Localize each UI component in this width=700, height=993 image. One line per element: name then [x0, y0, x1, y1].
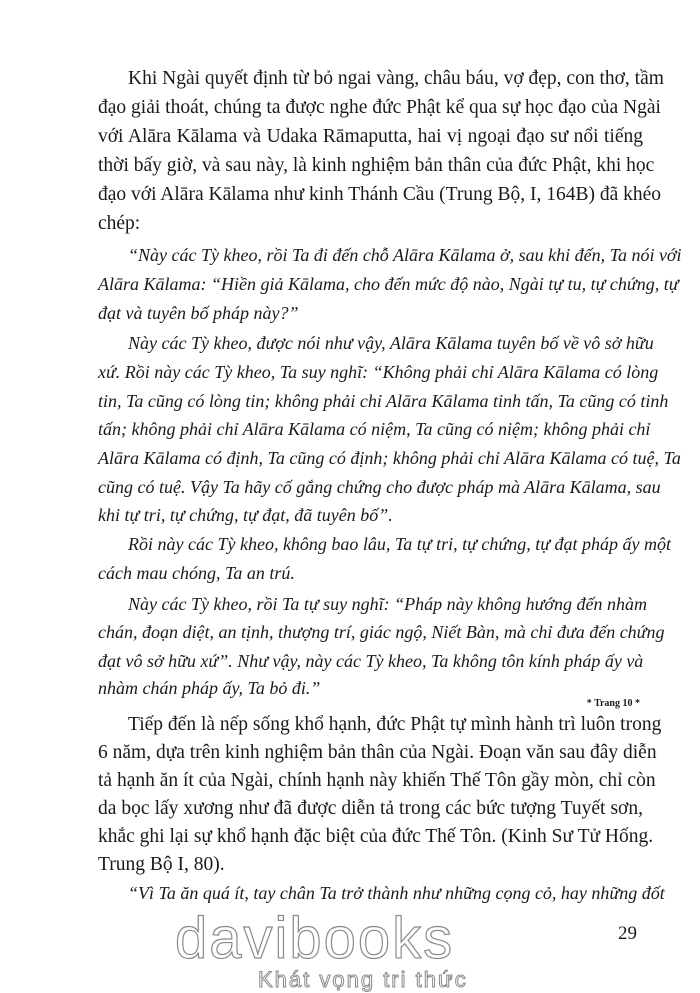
paragraph-line: chép:	[98, 213, 141, 234]
paragraph-first-line: “Vì Ta ăn quá ít, tay chân Ta trở thành như những cọng cỏ, hay những đốt	[128, 883, 665, 903]
paragraph-first-line: “Này các Tỳ kheo, rồi Ta đi đến chỗ Alāra Kālama ở, sau khi đến, Ta nói với	[128, 245, 682, 265]
paragraph-line: tấn; không phải chỉ Alāra Kālama có niệm, Ta cũng có niệm; không phải chỉ	[98, 419, 651, 439]
paragraph-first-line: Rồi này các Tỳ kheo, không bao lâu, Ta tự tri, tự chứng, tự đạt pháp ấy một	[128, 534, 672, 554]
paragraph-line: đạo với Alāra Kālama như kinh Thánh Cầu (Trung Bộ, I, 164B) đã khéo	[98, 184, 662, 205]
paragraph-line: Alāra Kālama có định, Ta cũng có định; không phải chỉ Alāra Kālama có tuệ, Ta	[98, 448, 681, 468]
paragraph-first-line: Khi Ngài quyết định từ bỏ ngai vàng, châu báu, vợ đẹp, con thơ, tầm	[128, 68, 664, 89]
paragraph-line: Trung Bộ I, 80).	[98, 854, 225, 875]
paragraph-line: 6 năm, dựa trên kinh nghiệm bản thân của Ngài. Đoạn văn sau đây diễn	[98, 742, 657, 763]
paragraph-first-line: Này các Tỳ kheo, được nói như vậy, Alāra Kālama tuyên bố về vô sở hữu	[128, 333, 654, 353]
paragraph-line: chán, đoạn diệt, an tịnh, thượng trí, giác ngộ, Niết Bàn, mà chỉ đưa đến chứng	[98, 622, 665, 642]
paragraph-line: tả hạnh ăn ít của Ngài, chính hạnh này khiến Thế Tôn gầy mòn, chỉ còn	[98, 770, 656, 791]
paragraph-line: xứ. Rồi này các Tỳ kheo, Ta suy nghĩ: “Không phải chỉ Alāra Kālama có lòng	[98, 362, 659, 382]
inner-page-label: * Trang 10 *	[586, 698, 640, 709]
watermark-slogan: Khát vọng tri thức	[258, 967, 468, 992]
paragraph-line: nhàm chán pháp ấy, Ta bỏ đi.”	[98, 678, 321, 698]
paragraph-line: với Alāra Kālama và Udaka Rāmaputta, hai vị ngoại đạo sư nổi tiếng	[98, 126, 643, 147]
paragraph-line: đạo giải thoát, chúng ta được nghe đức Phật kể qua sự học đạo của Ngài	[98, 97, 661, 118]
paragraph-line: khắc ghi lại sự khổ hạnh đặc biệt của đức Thế Tôn. (Kinh Sư Tử Hống.	[98, 826, 654, 847]
paragraph-line: đạt và tuyên bố pháp này?”	[98, 303, 299, 323]
paragraph-first-line: Tiếp đến là nếp sống khổ hạnh, đức Phật tự mình hành trì luôn trong	[128, 714, 662, 735]
watermark-brand: davibooks	[175, 906, 455, 971]
paragraph-first-line: Này các Tỳ kheo, rồi Ta tự suy nghĩ: “Pháp này không hướng đến nhàm	[128, 594, 648, 614]
paragraph-line: thời bấy giờ, và sau này, là kinh nghiệm bản thân của đức Phật, khi học	[98, 155, 655, 176]
paragraph-line: đạt vô sở hữu xứ”. Như vậy, này các Tỳ kheo, Ta không tôn kính pháp ấy và	[98, 651, 644, 671]
paragraph-line: cũng có tuệ. Vậy Ta hãy cố gắng chứng cho được pháp mà Alāra Kālama, sau	[98, 477, 661, 497]
paragraph-line: cách mau chóng, Ta an trú.	[98, 563, 295, 583]
paragraph-line: tin, Ta cũng có lòng tin; không phải chỉ Alāra Kālama tinh tấn, Ta cũng có tinh	[98, 391, 669, 411]
page-number: 29	[618, 923, 637, 944]
paragraph-line: khi tự tri, tự chứng, tự đạt, đã tuyên bố”.	[98, 505, 393, 525]
paragraph-line: Alāra Kālama: “Hiền giả Kālama, cho đến mức độ nào, Ngài tự tu, tự chứng, tự	[98, 274, 679, 294]
paragraph-line: da bọc lấy xương như đã được diễn tả trong các bức tượng Tuyết sơn,	[98, 798, 643, 819]
